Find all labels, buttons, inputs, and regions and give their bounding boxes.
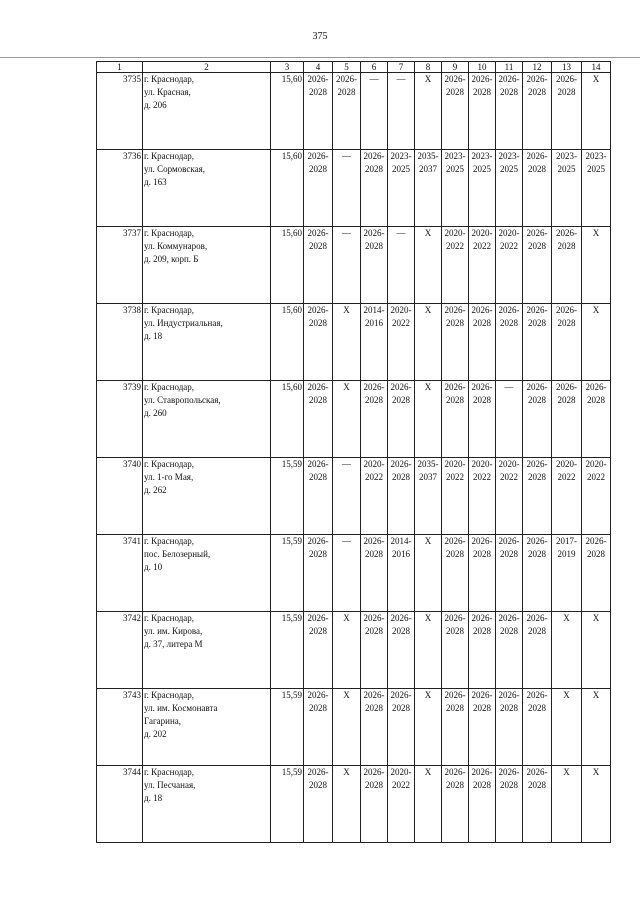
period-cell: 2026- 2028 [304,689,333,766]
address-line: г. Краснодар, [144,74,195,84]
value-cell: 15,59 [271,689,304,766]
period-cell: 2026- 2028 [496,73,523,150]
column-header: 1 [97,62,143,73]
row-number: 3738 [97,304,143,381]
value-cell: 15,60 [271,73,304,150]
period-cell: 2035- 2037 [415,150,442,227]
value-cell: 15,60 [271,381,304,458]
period-cell: 2026- 2028 [442,689,469,766]
period-cell: 2026- 2028 [442,535,469,612]
table-row [97,458,611,535]
table-row [97,766,611,843]
period-cell: X [415,304,442,381]
address-line: г. Краснодар, [144,305,195,315]
value-cell: 15,59 [271,458,304,535]
period-cell: 2026- 2028 [304,458,333,535]
page-number: 375 [312,31,328,42]
period-cell: 2026- 2028 [469,612,496,689]
period-cell: 2026- 2028 [469,689,496,766]
period-cell: 2026- 2028 [304,304,333,381]
period-cell: 2026- 2028 [523,535,552,612]
table-row [97,689,611,766]
column-header: 14 [582,62,611,73]
address-line: ул. Ставропольская, [144,395,221,405]
period-cell: 2026- 2028 [523,612,552,689]
table-row [97,304,611,381]
address-line: г. Краснодар, [144,382,195,392]
address-line: ул. Сормовская, [144,164,205,174]
row-number: 3737 [97,227,143,304]
period-cell: 2023- 2025 [442,150,469,227]
period-cell: 2026- 2028 [552,73,582,150]
row-number: 3743 [97,689,143,766]
value-cell: 15,59 [271,535,304,612]
period-cell: X [582,73,611,150]
period-cell: — [333,150,361,227]
column-header: 5 [333,62,361,73]
address-line: г. Краснодар, [144,536,195,546]
address-line: д. 10 [144,562,163,572]
address-line: г. Краснодар, [144,151,195,161]
period-cell: 2026- 2028 [388,689,415,766]
period-cell: 2026- 2028 [523,458,552,535]
period-cell: 2026- 2028 [361,535,388,612]
period-cell: X [415,766,442,843]
column-header: 3 [271,62,304,73]
period-cell: X [333,381,361,458]
value-cell: 15,59 [271,612,304,689]
address-cell [143,689,271,766]
address-line: д. 18 [144,793,163,803]
address-line: г. Краснодар, [144,690,195,700]
address-cell [143,535,271,612]
value-cell: 15,60 [271,150,304,227]
period-cell: 2026- 2028 [304,227,333,304]
period-cell: X [582,304,611,381]
address-line: ул. им. Космонавта [144,703,218,713]
period-cell: 2026- 2028 [552,227,582,304]
row-number: 3736 [97,150,143,227]
address-line: д. 262 [144,485,167,495]
period-cell: X [552,612,582,689]
period-cell: 2026- 2028 [442,381,469,458]
period-cell: 2026- 2028 [361,227,388,304]
address-line: г. Краснодар, [144,228,195,238]
address-line: ул. 1-го Мая, [144,472,194,482]
period-cell: X [333,766,361,843]
period-cell: 2026- 2028 [496,535,523,612]
period-cell: — [333,227,361,304]
address-line: ул. Песчаная, [144,780,196,790]
period-cell: — [388,73,415,150]
period-cell: 2023- 2025 [496,150,523,227]
period-cell: 2026- 2028 [388,612,415,689]
period-cell: 2026- 2028 [388,381,415,458]
period-cell: — [388,227,415,304]
period-cell: 2026- 2028 [496,612,523,689]
period-cell: 2026- 2028 [304,612,333,689]
table-row [97,612,611,689]
period-cell: 2026- 2028 [552,381,582,458]
period-cell: 2026- 2028 [442,73,469,150]
address-cell [143,227,271,304]
address-line: д. 206 [144,100,167,110]
period-cell: X [582,612,611,689]
address-line: пос. Белозерный, [144,549,211,559]
address-line: ул. Красная, [144,87,191,97]
address-cell [143,304,271,381]
period-cell: X [415,612,442,689]
table-row [97,73,611,150]
period-cell: — [496,381,523,458]
period-cell: X [582,227,611,304]
address-cell [143,458,271,535]
column-header: 9 [442,62,469,73]
period-cell: 2014- 2016 [388,535,415,612]
row-number: 3742 [97,612,143,689]
address-line: д. 18 [144,331,163,341]
address-cell [143,150,271,227]
table-row [97,535,611,612]
period-cell: 2026- 2028 [304,381,333,458]
period-cell: — [361,73,388,150]
row-number: 3739 [97,381,143,458]
period-cell: 2020- 2022 [496,227,523,304]
column-header: 11 [496,62,523,73]
address-cell [143,381,271,458]
period-cell: 2020- 2022 [388,766,415,843]
period-cell: 2023- 2025 [552,150,582,227]
table-row [97,150,611,227]
period-cell: 2020- 2022 [469,458,496,535]
period-cell: 2026- 2028 [523,766,552,843]
period-cell: X [333,304,361,381]
period-cell: 2026- 2028 [582,381,611,458]
period-cell: 2026- 2028 [523,73,552,150]
period-cell: X [333,612,361,689]
register-table [96,61,611,843]
table-row [97,227,611,304]
period-cell: 2026- 2028 [442,612,469,689]
period-cell: 2026- 2028 [304,766,333,843]
period-cell: 2026- 2028 [496,689,523,766]
column-header: 2 [143,62,271,73]
period-cell: 2020- 2022 [496,458,523,535]
address-line: г. Краснодар, [144,459,195,469]
period-cell: 2026- 2028 [361,689,388,766]
period-cell: 2026- 2028 [442,766,469,843]
period-cell: 2026- 2028 [304,150,333,227]
address-line: ул. Индустриальная, [144,318,223,328]
period-cell: 2020- 2022 [442,458,469,535]
period-cell: 2026- 2028 [582,535,611,612]
row-number: 3735 [97,73,143,150]
period-cell: 2020- 2022 [552,458,582,535]
column-header: 8 [415,62,442,73]
address-line: ул. Коммунаров, [144,241,208,251]
period-cell: 2026- 2028 [361,381,388,458]
period-cell: 2026- 2028 [469,381,496,458]
period-cell: 2026- 2028 [304,535,333,612]
period-cell: X [415,381,442,458]
period-cell: 2026- 2028 [361,766,388,843]
period-cell: 2020- 2022 [442,227,469,304]
row-number: 3741 [97,535,143,612]
period-cell: 2026- 2028 [361,612,388,689]
address-line: д. 260 [144,408,167,418]
address-line: г. Краснодар, [144,767,195,777]
period-cell: 2026- 2028 [469,304,496,381]
period-cell: X [582,689,611,766]
address-line: д. 163 [144,177,167,187]
period-cell: 2026- 2028 [469,535,496,612]
period-cell: 2023- 2025 [388,150,415,227]
period-cell: X [582,766,611,843]
address-line: Гагарина, [144,716,182,726]
period-cell: 2026- 2028 [523,227,552,304]
period-cell: 2026- 2028 [442,304,469,381]
period-cell: 2026- 2028 [361,150,388,227]
address-line: д. 202 [144,729,167,739]
period-cell: 2020- 2022 [388,304,415,381]
period-cell: — [333,535,361,612]
period-cell: 2020- 2022 [582,458,611,535]
value-cell: 15,60 [271,304,304,381]
period-cell: 2026- 2028 [333,73,361,150]
period-cell: X [415,689,442,766]
period-cell: 2026- 2028 [469,73,496,150]
period-cell: 2026- 2028 [523,304,552,381]
period-cell: 2023- 2025 [469,150,496,227]
period-cell: 2026- 2028 [496,304,523,381]
period-cell: 2026- 2028 [304,73,333,150]
period-cell: 2026- 2028 [388,458,415,535]
table-header-row [97,62,611,73]
address-line: д. 37, литера М [144,639,203,649]
period-cell: — [333,458,361,535]
address-cell [143,73,271,150]
period-cell: 2017- 2019 [552,535,582,612]
period-cell: 2035- 2037 [415,458,442,535]
address-cell [143,766,271,843]
value-cell: 15,59 [271,766,304,843]
period-cell: 2026- 2028 [552,304,582,381]
period-cell: X [552,766,582,843]
address-line: д. 209, корп. Б [144,254,199,264]
address-line: г. Краснодар, [144,613,195,623]
row-number: 3740 [97,458,143,535]
period-cell: 2014- 2016 [361,304,388,381]
column-header: 13 [552,62,582,73]
period-cell: 2026- 2028 [469,766,496,843]
period-cell: X [415,227,442,304]
column-header: 4 [304,62,333,73]
period-cell: 2023- 2025 [582,150,611,227]
column-header: 7 [388,62,415,73]
period-cell: 2020- 2022 [361,458,388,535]
period-cell: 2020- 2022 [469,227,496,304]
period-cell: X [415,73,442,150]
period-cell: 2026- 2028 [523,150,552,227]
header-divider [0,57,640,58]
period-cell: 2026- 2028 [523,381,552,458]
address-line: ул. им. Кирова, [144,626,203,636]
row-number: 3744 [97,766,143,843]
value-cell: 15,60 [271,227,304,304]
period-cell: 2026- 2028 [496,766,523,843]
period-cell: 2026- 2028 [523,689,552,766]
period-cell: X [415,535,442,612]
table-row [97,381,611,458]
column-header: 6 [361,62,388,73]
column-header: 10 [469,62,496,73]
column-header: 12 [523,62,552,73]
address-cell [143,612,271,689]
period-cell: X [333,689,361,766]
period-cell: X [552,689,582,766]
